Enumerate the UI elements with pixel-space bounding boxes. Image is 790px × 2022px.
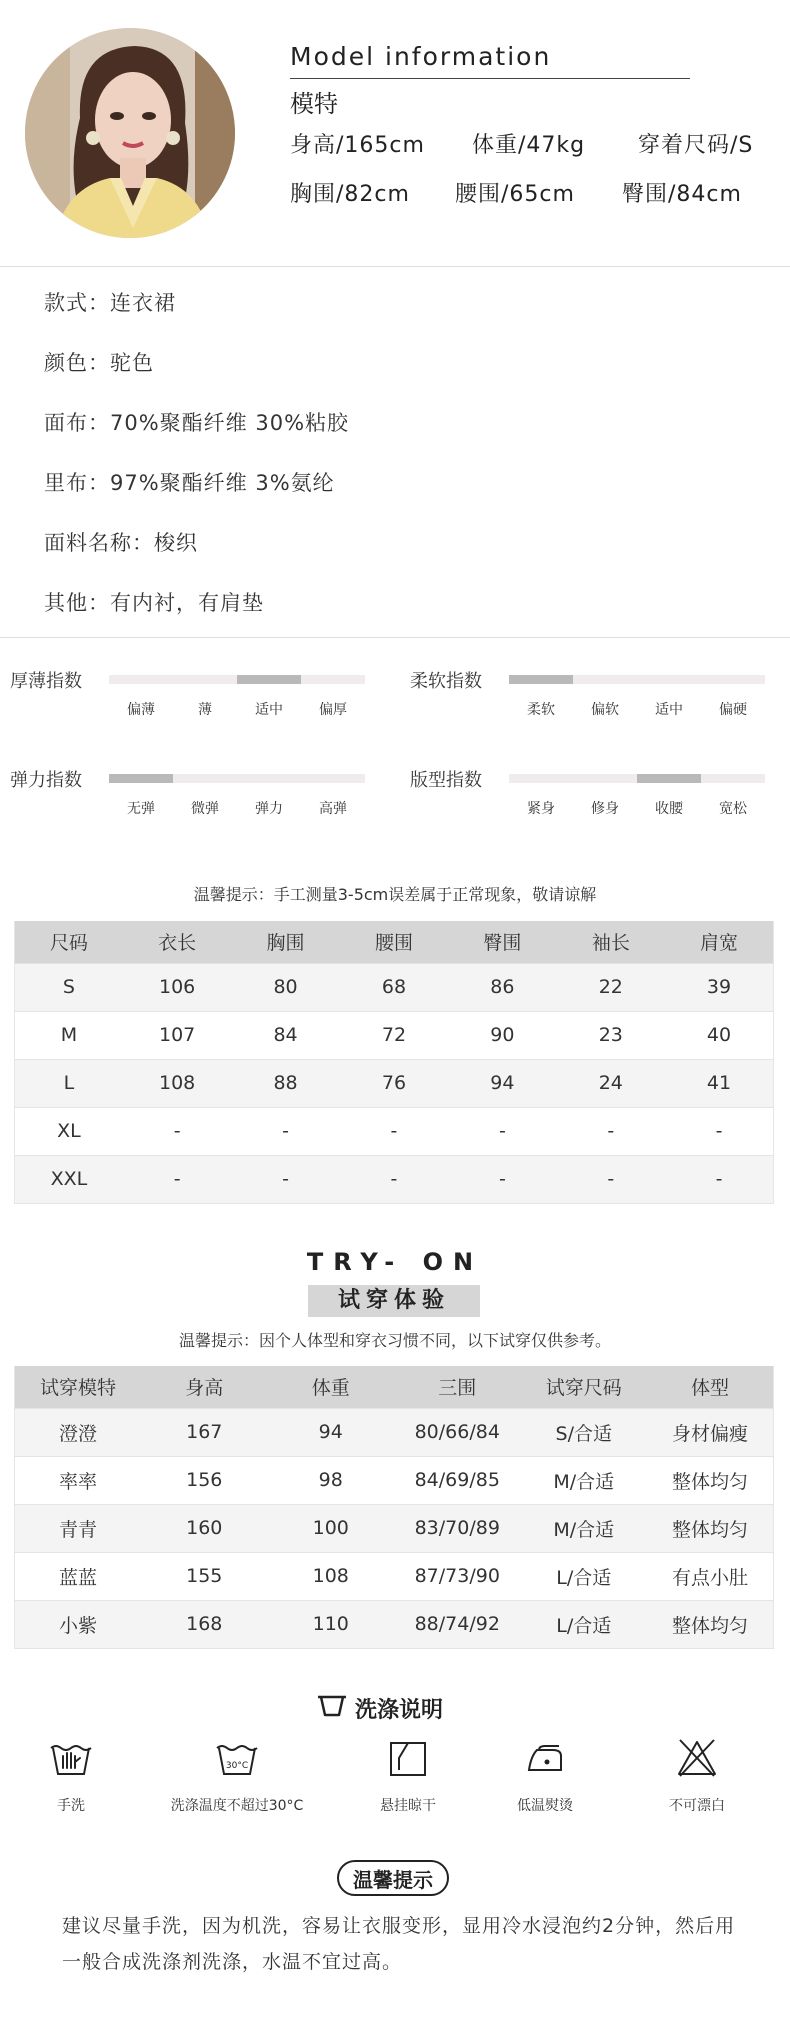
info-color: 颜色：驼色 (44, 351, 154, 375)
table-cell: - (665, 1155, 773, 1203)
tryon-table-row (15, 1504, 774, 1552)
index-title: 版型指数 (410, 770, 482, 791)
table-cell: 108 (123, 1059, 231, 1107)
table-cell: 澄澄 (15, 1408, 142, 1456)
table-cell: - (557, 1155, 665, 1203)
model-title-underline (290, 78, 690, 79)
table-cell: 160 (141, 1504, 268, 1552)
index-track (509, 675, 765, 684)
table-cell: - (665, 1107, 773, 1155)
info-outer-fabric: 面布：70%聚酯纤维 30%粘胶 (44, 411, 350, 435)
index-level-marker (509, 675, 573, 684)
table-cell: - (448, 1155, 556, 1203)
table-cell: 76 (340, 1059, 448, 1107)
info-lining: 里布：97%聚酯纤维 3%氨纶 (44, 471, 335, 495)
table-header-cell: 身高 (141, 1366, 268, 1408)
table-cell: 94 (268, 1408, 395, 1456)
index-option-label: 微弹 (191, 801, 219, 817)
table-cell: 84 (231, 1011, 339, 1059)
table-header-cell: 腰围 (340, 921, 448, 963)
low-iron-icon (523, 1744, 567, 1782)
table-cell: 156 (141, 1456, 268, 1504)
index-option-label: 宽松 (719, 801, 747, 817)
index-option-label: 适中 (655, 702, 683, 718)
table-cell: 青青 (15, 1504, 142, 1552)
model-weight: 体重/47kg (472, 133, 586, 158)
table-cell: S (15, 963, 123, 1011)
info-fabric-name: 面料名称：梭织 (44, 531, 198, 555)
tryon-table-row (15, 1408, 774, 1456)
index-track (109, 774, 365, 783)
table-cell: 有点小肚 (647, 1552, 774, 1600)
tryon-table-row (15, 1456, 774, 1504)
index-option-label: 薄 (198, 702, 212, 718)
table-cell: M (15, 1011, 123, 1059)
table-header-cell: 体重 (268, 1366, 395, 1408)
tips-title: 温馨提示 (337, 1860, 449, 1896)
model-photo (25, 28, 235, 238)
hang-dry-icon (388, 1740, 428, 1782)
wash-label-bleach: 不可漂白 (669, 1798, 725, 1814)
table-header-cell: 袖长 (557, 921, 665, 963)
table-cell: 80 (231, 963, 339, 1011)
table-cell: 41 (665, 1059, 773, 1107)
table-cell: 108 (268, 1552, 395, 1600)
table-cell: 整体均匀 (647, 1600, 774, 1648)
table-cell: 155 (141, 1552, 268, 1600)
index-option-label: 适中 (255, 702, 283, 718)
info-style: 款式：连衣裙 (44, 291, 176, 315)
table-cell: M/合适 (521, 1456, 648, 1504)
table-cell: 39 (665, 963, 773, 1011)
size-table-row (15, 1011, 774, 1059)
table-header-cell: 臀围 (448, 921, 556, 963)
index-title: 厚薄指数 (10, 671, 82, 692)
wash-label-hand: 手洗 (57, 1798, 85, 1814)
table-cell: 80/66/84 (394, 1408, 521, 1456)
table-cell: 蓝蓝 (15, 1552, 142, 1600)
table-cell: 98 (268, 1456, 395, 1504)
table-cell: 90 (448, 1011, 556, 1059)
table-cell: XXL (15, 1155, 123, 1203)
wash-basin-icon (316, 1693, 348, 1723)
table-cell: S/合适 (521, 1408, 648, 1456)
hand-wash-icon (49, 1740, 93, 1782)
table-header-cell: 肩宽 (665, 921, 773, 963)
tryon-note: 温馨提示：因个人体型和穿衣习惯不同，以下试穿仅供参考。 (178, 1331, 611, 1350)
index-option-label: 收腰 (655, 801, 683, 817)
table-cell: 率率 (15, 1456, 142, 1504)
table-cell: 身材偏瘦 (647, 1408, 774, 1456)
table-cell: 小紫 (15, 1600, 142, 1648)
table-header-cell: 衣长 (123, 921, 231, 963)
table-cell: 94 (448, 1059, 556, 1107)
wash-label-temp: 洗涤温度不超过30°C (170, 1798, 304, 1814)
index-title: 弹力指数 (10, 770, 82, 791)
table-cell: 24 (557, 1059, 665, 1107)
index-level-marker (637, 774, 701, 783)
index-option-label: 偏厚 (319, 702, 347, 718)
index-option-label: 紧身 (527, 801, 555, 817)
table-cell: 100 (268, 1504, 395, 1552)
table-cell: 23 (557, 1011, 665, 1059)
table-cell: 84/69/85 (394, 1456, 521, 1504)
table-header-cell: 胸围 (231, 921, 339, 963)
size-table-row (15, 1107, 774, 1155)
tryon-title-cn: 试穿体验 (337, 1288, 450, 1313)
index-option-label: 柔软 (527, 702, 555, 718)
model-size-worn: 穿着尺码/S (638, 133, 754, 158)
wash-30-icon-text: 30°C (225, 1761, 249, 1771)
table-header-cell: 试穿尺码 (521, 1366, 648, 1408)
size-table-row (15, 1059, 774, 1107)
size-table-row (15, 1155, 774, 1203)
table-cell: 106 (123, 963, 231, 1011)
info-other: 其他：有内衬，有肩垫 (44, 591, 264, 615)
model-bust: 胸围/82cm (290, 182, 410, 207)
index-title: 柔软指数 (410, 671, 482, 692)
table-cell: 22 (557, 963, 665, 1011)
index-level-marker (109, 774, 173, 783)
table-cell: 86 (448, 963, 556, 1011)
table-header-cell: 体型 (647, 1366, 774, 1408)
table-cell: 83/70/89 (394, 1504, 521, 1552)
table-cell: M/合适 (521, 1504, 648, 1552)
table-cell: 40 (665, 1011, 773, 1059)
table-cell: 107 (123, 1011, 231, 1059)
table-header-cell: 三围 (394, 1366, 521, 1408)
table-cell: - (340, 1155, 448, 1203)
wash-30-icon (215, 1740, 259, 1782)
table-cell: L/合适 (521, 1552, 648, 1600)
index-option-label: 修身 (591, 801, 619, 817)
index-option-label: 偏薄 (127, 702, 155, 718)
table-cell: - (448, 1107, 556, 1155)
tips-text: 建议尽量手洗，因为机洗，容易让衣服变形，显用冷水浸泡约2分钟，然后用一般合成洗涤剂洗涤，水温不宜过高。 (62, 1915, 736, 1973)
size-table (14, 921, 774, 1204)
tryon-table-row (15, 1600, 774, 1648)
table-cell: 72 (340, 1011, 448, 1059)
tryon-table (14, 1366, 774, 1649)
table-cell: 110 (268, 1600, 395, 1648)
model-height: 身高/165cm (290, 133, 425, 158)
size-note: 温馨提示：手工测量3-5cm误差属于正常现象，敬请谅解 (193, 885, 597, 904)
wash-label-iron: 低温熨烫 (517, 1798, 573, 1814)
table-cell: 88 (231, 1059, 339, 1107)
table-header-cell: 试穿模特 (15, 1366, 142, 1408)
index-option-label: 弹力 (255, 801, 283, 817)
index-option-label: 偏软 (591, 702, 619, 718)
table-cell: 87/73/90 (394, 1552, 521, 1600)
model-hip: 臀围/84cm (622, 182, 742, 207)
table-cell: 88/74/92 (394, 1600, 521, 1648)
table-cell: XL (15, 1107, 123, 1155)
size-table-row (15, 963, 774, 1011)
table-header-cell: 尺码 (15, 921, 123, 963)
tryon-table-row (15, 1552, 774, 1600)
table-cell: 整体均匀 (647, 1456, 774, 1504)
divider (0, 266, 790, 267)
index-track (109, 675, 365, 684)
table-cell: - (231, 1107, 339, 1155)
table-header-row (15, 921, 774, 963)
tryon-title-en: TRY- ON (306, 1248, 484, 1276)
table-cell: - (231, 1155, 339, 1203)
table-cell: L (15, 1059, 123, 1107)
table-cell: 68 (340, 963, 448, 1011)
model-title-cn: 模特 (290, 90, 338, 118)
table-cell: - (123, 1155, 231, 1203)
index-option-label: 无弹 (127, 801, 155, 817)
index-option-label: 高弹 (319, 801, 347, 817)
model-waist: 腰围/65cm (455, 182, 575, 207)
divider (0, 637, 790, 638)
index-option-label: 偏硬 (719, 702, 747, 718)
wash-label-hang: 悬挂晾干 (380, 1798, 436, 1814)
table-header-row (15, 1366, 774, 1408)
table-cell: 168 (141, 1600, 268, 1648)
table-cell: - (557, 1107, 665, 1155)
table-cell: - (340, 1107, 448, 1155)
table-cell: - (123, 1107, 231, 1155)
table-cell: L/合适 (521, 1600, 648, 1648)
no-bleach-icon (676, 1738, 718, 1782)
index-track (509, 774, 765, 783)
model-title-en: Model information (290, 42, 552, 71)
table-cell: 167 (141, 1408, 268, 1456)
index-level-marker (237, 675, 301, 684)
wash-title: 洗涤说明 (355, 1698, 444, 1723)
table-cell: 整体均匀 (647, 1504, 774, 1552)
